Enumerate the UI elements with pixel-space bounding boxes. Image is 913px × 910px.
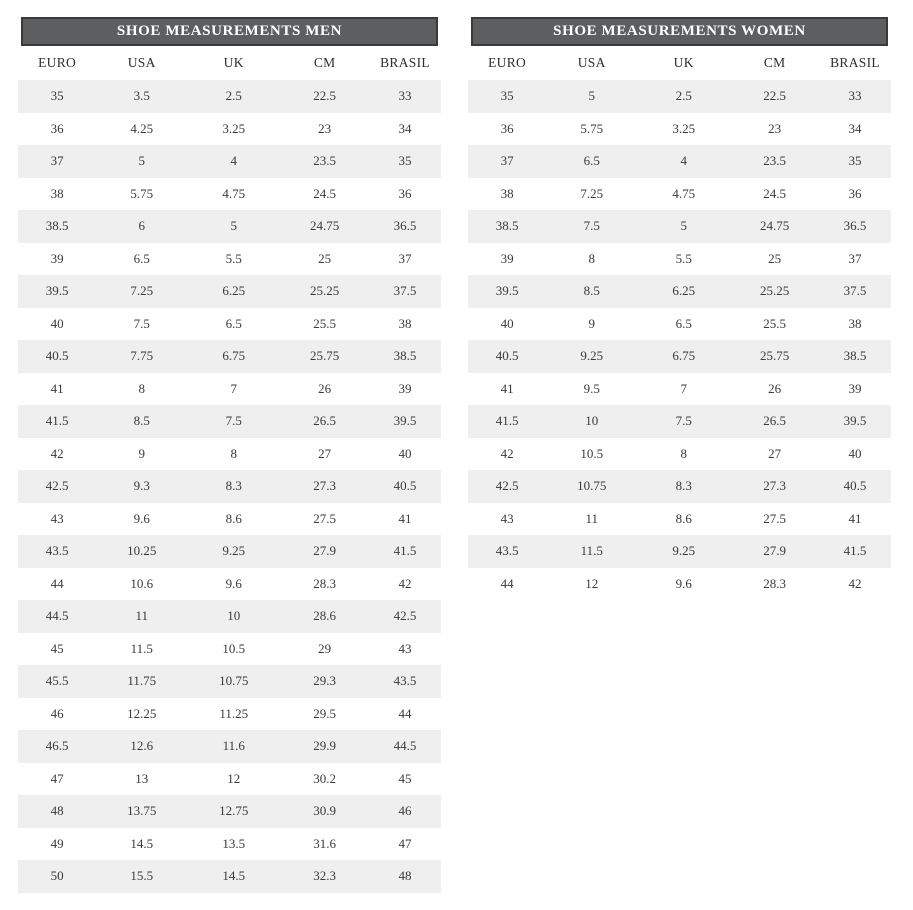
table-cell: 6 [138, 218, 145, 234]
table-cell: 6.75 [222, 348, 246, 364]
table-cell: 27.5 [763, 510, 787, 526]
table-cell: 9.25 [222, 543, 246, 559]
table-cell: 27 [318, 445, 332, 461]
table-cell: 40 [398, 445, 412, 461]
table-cell: 40 [500, 315, 514, 331]
table-cell: 42 [848, 575, 862, 591]
table-cell: 12 [227, 770, 241, 786]
table-cell: 22.5 [763, 88, 787, 104]
table-cell: 6.75 [672, 348, 696, 364]
table-cell: 41 [398, 510, 412, 526]
table-cell: 28.3 [763, 575, 787, 591]
table-cell: 46 [398, 803, 412, 819]
table-cell: 41.5 [495, 413, 519, 429]
table-cell: 42 [398, 575, 412, 591]
table-cell: 29.9 [313, 738, 337, 754]
table-cell: 5.75 [130, 185, 154, 201]
table-row [18, 275, 441, 308]
table-cell: 35 [398, 153, 412, 169]
table-cell: 33 [848, 88, 862, 104]
table-row [18, 503, 441, 536]
table-cell: 12 [585, 575, 599, 591]
table-cell: 36.5 [843, 218, 867, 234]
table-cell: 27.3 [763, 478, 787, 494]
table-cell: 10 [227, 608, 241, 624]
men-table-title: SHOE MEASUREMENTS MEN [116, 23, 343, 39]
table-cell: 10.25 [127, 543, 157, 559]
table-cell: 9.6 [133, 510, 150, 526]
table-cell: 45 [398, 770, 412, 786]
table-row [468, 210, 891, 243]
table-row [18, 730, 441, 763]
table-cell: 36 [848, 185, 862, 201]
table-row [18, 340, 441, 373]
table-cell: 12.25 [127, 705, 157, 721]
table-cell: 45 [50, 640, 64, 656]
table-cell: 10.75 [577, 478, 607, 494]
table-cell: 13.5 [222, 835, 246, 851]
table-cell: 6.5 [225, 315, 242, 331]
table-cell: 12.75 [219, 803, 249, 819]
table-cell: 39.5 [45, 283, 69, 299]
women-table-body [468, 80, 891, 600]
table-cell: 27.3 [313, 478, 337, 494]
table-cell: 37 [50, 153, 64, 169]
table-cell: 9.3 [133, 478, 150, 494]
table-cell: 11.25 [219, 705, 249, 721]
table-cell: 9 [588, 315, 595, 331]
table-cell: 5 [138, 153, 145, 169]
table-cell: 39.5 [843, 413, 867, 429]
table-cell: 25.5 [313, 315, 337, 331]
table-cell: 47 [50, 770, 64, 786]
column-header-brasil: BRASIL [380, 55, 430, 70]
table-cell: 23 [768, 120, 782, 136]
table-cell: 46 [50, 705, 64, 721]
table-cell: 11.5 [580, 543, 603, 559]
table-cell: 23.5 [313, 153, 337, 169]
column-header-cm: CM [313, 55, 336, 70]
table-cell: 48 [398, 868, 412, 884]
table-cell: 3.25 [672, 120, 696, 136]
table-cell: 5 [680, 218, 687, 234]
table-row [18, 405, 441, 438]
table-cell: 41 [500, 380, 514, 396]
table-row [18, 373, 441, 406]
table-cell: 24.75 [310, 218, 340, 234]
table-row [468, 80, 891, 113]
table-cell: 9.6 [225, 575, 242, 591]
table-cell: 10.5 [580, 445, 604, 461]
table-cell: 35 [500, 88, 514, 104]
table-cell: 41 [848, 510, 862, 526]
table-cell: 6.5 [675, 315, 692, 331]
table-row [18, 763, 441, 796]
table-row [468, 308, 891, 341]
table-cell: 5 [588, 88, 595, 104]
table-cell: 38.5 [495, 218, 519, 234]
column-header-uk: UK [673, 55, 694, 70]
table-cell: 25.5 [763, 315, 787, 331]
table-cell: 37.5 [393, 283, 417, 299]
table-cell: 7 [680, 380, 687, 396]
table-cell: 9.5 [583, 380, 600, 396]
table-row [468, 503, 891, 536]
table-cell: 44 [398, 705, 412, 721]
table-cell: 38.5 [843, 348, 867, 364]
table-cell: 42 [50, 445, 64, 461]
table-cell: 33 [398, 88, 412, 104]
table-cell: 40.5 [843, 478, 867, 494]
table-row [18, 470, 441, 503]
table-cell: 39.5 [495, 283, 519, 299]
table-row [18, 600, 441, 633]
column-header-cm: CM [763, 55, 786, 70]
table-cell: 38.5 [45, 218, 69, 234]
table-cell: 35 [848, 153, 862, 169]
men-table-header-row [18, 46, 441, 80]
table-cell: 42 [500, 445, 514, 461]
table-cell: 44 [50, 575, 64, 591]
table-row [18, 698, 441, 731]
table-cell: 40.5 [393, 478, 417, 494]
table-cell: 14.5 [130, 835, 154, 851]
table-cell: 12.6 [130, 738, 154, 754]
table-cell: 47 [398, 835, 412, 851]
table-cell: 45.5 [45, 673, 69, 689]
table-cell: 25 [768, 250, 782, 266]
table-cell: 30.9 [313, 803, 337, 819]
table-cell: 27.9 [313, 543, 337, 559]
column-header-brasil: BRASIL [830, 55, 880, 70]
table-cell: 15.5 [130, 868, 154, 884]
table-cell: 13 [135, 770, 149, 786]
table-cell: 38 [848, 315, 862, 331]
table-cell: 7 [230, 380, 237, 396]
table-cell: 43.5 [45, 543, 69, 559]
table-cell: 27.9 [763, 543, 787, 559]
table-row [468, 275, 891, 308]
table-cell: 43 [50, 510, 64, 526]
table-cell: 40 [848, 445, 862, 461]
table-cell: 10 [585, 413, 599, 429]
table-cell: 34 [398, 120, 412, 136]
column-header-usa: USA [577, 55, 606, 70]
table-cell: 2.5 [675, 88, 692, 104]
column-header-uk: UK [223, 55, 244, 70]
table-cell: 26.5 [313, 413, 337, 429]
table-cell: 43.5 [393, 673, 417, 689]
table-cell: 11.6 [222, 738, 245, 754]
women-table-header-row [468, 46, 891, 80]
table-cell: 26 [768, 380, 782, 396]
table-cell: 37 [398, 250, 412, 266]
women-size-table [468, 17, 891, 600]
table-cell: 28.3 [313, 575, 337, 591]
table-row [18, 665, 441, 698]
table-cell: 38.5 [393, 348, 417, 364]
table-cell: 24.75 [760, 218, 790, 234]
table-cell: 24.5 [313, 185, 337, 201]
table-cell: 4.75 [672, 185, 696, 201]
table-cell: 10.75 [219, 673, 249, 689]
table-cell: 23.5 [763, 153, 787, 169]
table-row [18, 145, 441, 178]
table-cell: 14.5 [222, 868, 246, 884]
table-cell: 4 [230, 153, 237, 169]
table-cell: 29 [318, 640, 332, 656]
table-cell: 6.5 [133, 250, 150, 266]
table-cell: 7.5 [225, 413, 242, 429]
men-table-body [18, 80, 441, 893]
table-cell: 25.25 [310, 283, 340, 299]
table-cell: 38 [500, 185, 514, 201]
table-cell: 11.75 [127, 673, 157, 689]
table-cell: 48 [50, 803, 64, 819]
table-cell: 43 [398, 640, 412, 656]
table-cell: 40.5 [495, 348, 519, 364]
table-cell: 25.75 [310, 348, 340, 364]
table-cell: 39 [500, 250, 514, 266]
table-cell: 36 [50, 120, 64, 136]
table-cell: 41 [50, 380, 64, 396]
table-cell: 39 [50, 250, 64, 266]
table-cell: 8.5 [583, 283, 600, 299]
table-cell: 29.3 [313, 673, 337, 689]
table-cell: 49 [50, 835, 64, 851]
table-row [468, 113, 891, 146]
table-cell: 36.5 [393, 218, 417, 234]
table-row [18, 828, 441, 861]
table-cell: 8 [230, 445, 237, 461]
table-cell: 36 [500, 120, 514, 136]
table-cell: 38 [50, 185, 64, 201]
table-row [468, 470, 891, 503]
table-row [18, 568, 441, 601]
table-cell: 4 [680, 153, 687, 169]
column-header-usa: USA [127, 55, 156, 70]
table-row [18, 113, 441, 146]
table-cell: 27.5 [313, 510, 337, 526]
table-cell: 6.5 [583, 153, 600, 169]
table-cell: 37.5 [843, 283, 867, 299]
table-cell: 26.5 [763, 413, 787, 429]
table-cell: 37 [848, 250, 862, 266]
table-cell: 34 [848, 120, 862, 136]
table-cell: 28.6 [313, 608, 337, 624]
table-cell: 5 [230, 218, 237, 234]
table-cell: 9.6 [675, 575, 692, 591]
table-cell: 44 [500, 575, 514, 591]
table-cell: 22.5 [313, 88, 337, 104]
table-cell: 9.25 [580, 348, 604, 364]
table-cell: 4.25 [130, 120, 154, 136]
table-cell: 25 [318, 250, 332, 266]
table-row [468, 178, 891, 211]
table-row [18, 80, 441, 113]
table-cell: 35 [50, 88, 64, 104]
table-cell: 31.6 [313, 835, 337, 851]
table-row [18, 633, 441, 666]
column-header-euro: EURO [38, 55, 77, 70]
women-table-title-bar [471, 17, 888, 46]
table-cell: 39 [848, 380, 862, 396]
table-row [468, 373, 891, 406]
table-cell: 5.5 [225, 250, 242, 266]
table-cell: 8.3 [225, 478, 242, 494]
table-cell: 8.5 [133, 413, 150, 429]
table-cell: 37 [500, 153, 514, 169]
table-row [18, 178, 441, 211]
table-cell: 11 [585, 510, 598, 526]
table-cell: 6.25 [222, 283, 246, 299]
table-row [18, 210, 441, 243]
table-cell: 8 [138, 380, 145, 396]
table-cell: 27 [768, 445, 782, 461]
table-cell: 39 [398, 380, 412, 396]
table-row [18, 243, 441, 276]
table-cell: 7.5 [133, 315, 150, 331]
table-cell: 43 [500, 510, 514, 526]
table-cell: 6.25 [672, 283, 696, 299]
table-cell: 40 [50, 315, 64, 331]
table-cell: 7.5 [675, 413, 692, 429]
table-cell: 2.5 [225, 88, 242, 104]
table-cell: 11.5 [130, 640, 153, 656]
men-table-title-bar [21, 17, 438, 46]
table-cell: 4.75 [222, 185, 246, 201]
table-cell: 36 [398, 185, 412, 201]
table-cell: 43.5 [495, 543, 519, 559]
table-row [468, 405, 891, 438]
table-cell: 8.3 [675, 478, 692, 494]
table-row [18, 860, 441, 893]
table-cell: 7.5 [583, 218, 600, 234]
table-row [468, 568, 891, 601]
table-cell: 8.6 [675, 510, 692, 526]
table-cell: 30.2 [313, 770, 337, 786]
women-table-title: SHOE MEASUREMENTS WOMEN [553, 23, 806, 39]
table-cell: 41.5 [393, 543, 417, 559]
table-cell: 42.5 [45, 478, 69, 494]
table-row [18, 438, 441, 471]
table-cell: 42.5 [495, 478, 519, 494]
table-row [18, 308, 441, 341]
table-cell: 8 [588, 250, 595, 266]
table-cell: 44.5 [45, 608, 69, 624]
table-cell: 32.3 [313, 868, 337, 884]
table-row [468, 145, 891, 178]
table-cell: 50 [50, 868, 64, 884]
table-row [468, 535, 891, 568]
men-size-table [18, 17, 441, 893]
table-cell: 23 [318, 120, 332, 136]
table-cell: 3.25 [222, 120, 246, 136]
table-cell: 39.5 [393, 413, 417, 429]
table-cell: 24.5 [763, 185, 787, 201]
table-row [18, 795, 441, 828]
table-cell: 41.5 [843, 543, 867, 559]
table-cell: 26 [318, 380, 332, 396]
table-cell: 8 [680, 445, 687, 461]
table-cell: 5.5 [675, 250, 692, 266]
table-cell: 8.6 [225, 510, 242, 526]
table-cell: 13.75 [127, 803, 157, 819]
table-cell: 9.25 [672, 543, 696, 559]
table-cell: 7.25 [130, 283, 154, 299]
table-cell: 25.75 [760, 348, 790, 364]
table-row [18, 535, 441, 568]
table-cell: 29.5 [313, 705, 337, 721]
table-cell: 11 [135, 608, 148, 624]
table-cell: 7.75 [130, 348, 154, 364]
column-header-euro: EURO [488, 55, 527, 70]
table-cell: 40.5 [45, 348, 69, 364]
table-cell: 38 [398, 315, 412, 331]
table-cell: 10.6 [130, 575, 154, 591]
table-row [468, 340, 891, 373]
table-cell: 3.5 [133, 88, 150, 104]
table-cell: 46.5 [45, 738, 69, 754]
table-row [468, 438, 891, 471]
table-cell: 41.5 [45, 413, 69, 429]
table-cell: 42.5 [393, 608, 417, 624]
table-cell: 9 [138, 445, 145, 461]
table-cell: 10.5 [222, 640, 246, 656]
table-row [468, 243, 891, 276]
table-cell: 5.75 [580, 120, 604, 136]
table-cell: 44.5 [393, 738, 417, 754]
table-cell: 7.25 [580, 185, 604, 201]
table-cell: 25.25 [760, 283, 790, 299]
